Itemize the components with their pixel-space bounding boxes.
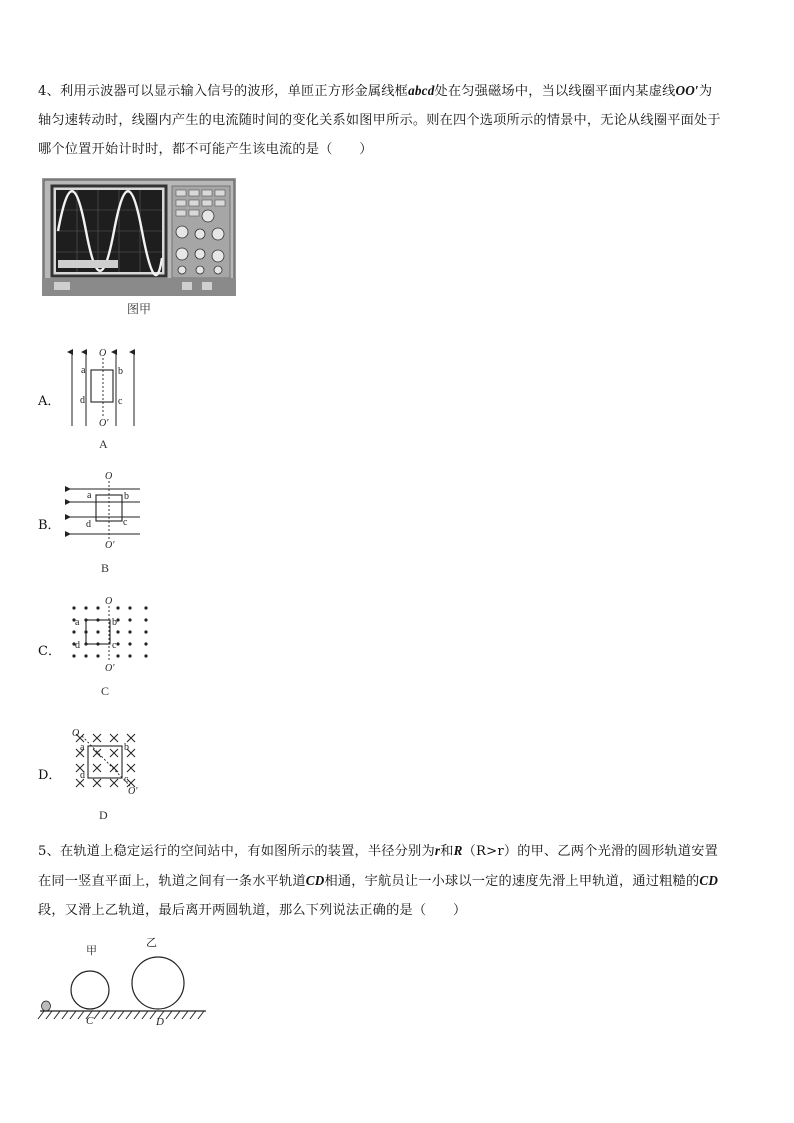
hatch-line <box>78 1011 84 1019</box>
hatch-line <box>54 1011 60 1019</box>
field-cross <box>110 779 118 787</box>
field-cross <box>93 734 101 742</box>
field-cross <box>127 734 135 742</box>
field-dot <box>128 606 131 609</box>
svg-text:c: c <box>123 517 128 528</box>
hatch-line <box>62 1011 68 1019</box>
option-d-caption: D <box>99 808 108 822</box>
q4-line-3: 哪个位置开始计时时，都不可能产生该电流的是（ ） <box>38 142 373 157</box>
svg-text:O: O <box>72 728 80 739</box>
option-a-caption: A <box>99 437 108 451</box>
ground-hatching <box>38 1011 204 1019</box>
field-dot <box>128 642 131 645</box>
svg-text:a: a <box>87 490 92 501</box>
svg-text:O: O <box>105 471 113 482</box>
field-cross <box>93 764 101 772</box>
field-dot <box>144 654 147 657</box>
svg-text:d: d <box>86 519 91 530</box>
field-cross <box>110 734 118 742</box>
hatch-line <box>142 1011 148 1019</box>
svg-text:c: c <box>112 640 117 651</box>
field-dot <box>116 654 119 657</box>
field-dot <box>96 630 99 633</box>
field-dot <box>144 642 147 645</box>
hatch-line <box>38 1011 44 1019</box>
field-dot <box>144 606 147 609</box>
svg-text:乙: 乙 <box>146 936 157 949</box>
field-dot <box>128 654 131 657</box>
circular-tracks-diagram <box>38 930 210 1030</box>
svg-text:甲: 甲 <box>86 944 97 957</box>
track-jia-circle <box>71 971 109 1009</box>
q5-line-2: 在同一竖直平面上，轨道之间有一条水平轨道CD相通，宇航员让一小球以一定的速度先滑上甲轨道，通过粗糙的CD <box>38 873 719 889</box>
option-b-label[interactable]: B． <box>38 518 61 533</box>
svg-text:c: c <box>124 774 129 785</box>
option-b-caption: B <box>101 561 110 575</box>
svg-text:a: a <box>75 617 80 628</box>
svg-text:O: O <box>105 596 113 607</box>
svg-text:O: O <box>99 348 107 359</box>
svg-text:O′: O′ <box>105 663 115 674</box>
figure-jia-caption: 图甲 <box>127 302 152 316</box>
svg-text:a: a <box>80 742 85 753</box>
field-dot <box>96 654 99 657</box>
hatch-line <box>110 1011 116 1019</box>
field-dot <box>128 618 131 621</box>
hatch-line <box>94 1011 100 1019</box>
field-cross <box>110 749 118 757</box>
field-cross <box>93 779 101 787</box>
option-d-label[interactable]: D． <box>38 768 62 783</box>
field-dot <box>72 606 75 609</box>
hatch-line <box>126 1011 132 1019</box>
option-a-label[interactable]: A． <box>38 394 61 409</box>
oscilloscope-photo <box>42 178 236 296</box>
svg-text:O′: O′ <box>99 418 109 429</box>
hatch-line <box>118 1011 124 1019</box>
hatch-line <box>46 1011 52 1019</box>
field-dot <box>144 618 147 621</box>
svg-text:d: d <box>80 395 85 406</box>
option-b-diagram <box>66 469 146 551</box>
option-c-diagram <box>68 594 158 676</box>
hatch-line <box>102 1011 108 1019</box>
field-dot <box>128 630 131 633</box>
coil-frame <box>91 370 113 402</box>
option-d-diagram <box>68 726 158 798</box>
field-dot <box>116 642 119 645</box>
field-dot <box>84 654 87 657</box>
q4-line-2: 轴匀速转动时，线圈内产生的电流随时间的变化关系如图甲所示。则在四个选项所示的情景中，无论从线圈平面处于 <box>38 113 721 128</box>
field-dot <box>84 606 87 609</box>
field-cross <box>93 749 101 757</box>
field-dot <box>72 630 75 633</box>
svg-text:O′: O′ <box>105 540 115 551</box>
svg-text:a: a <box>81 365 86 376</box>
q5-line-3: 段，又滑上乙轨道，最后离开两圆轨道，那么下列说法正确的是（ ） <box>38 903 467 918</box>
field-dot <box>96 606 99 609</box>
hatch-line <box>182 1011 188 1019</box>
question-4-text <box>38 76 758 164</box>
option-a-diagram <box>60 346 160 428</box>
track-yi-circle <box>132 957 184 1009</box>
field-dot <box>72 654 75 657</box>
hatch-line <box>190 1011 196 1019</box>
field-dot <box>116 630 119 633</box>
svg-text:b: b <box>124 491 129 502</box>
svg-text:b: b <box>112 617 117 628</box>
field-cross <box>110 764 118 772</box>
svg-text:b: b <box>118 366 123 377</box>
svg-text:D: D <box>156 1016 164 1028</box>
question-5-text <box>38 836 758 925</box>
svg-text:C: C <box>86 1015 94 1027</box>
svg-text:b: b <box>124 742 129 753</box>
ball <box>42 1001 51 1011</box>
field-cross <box>127 764 135 772</box>
hatch-line <box>198 1011 204 1019</box>
hatch-line <box>70 1011 76 1019</box>
svg-text:d: d <box>80 770 85 781</box>
q4-line-1: 4、利用示波器可以显示输入信号的波形，单匝正方形金属线框abcd处在匀强磁场中，当以线圈平面内某虚线OO′为 <box>38 83 713 99</box>
svg-text:c: c <box>118 396 123 407</box>
option-c-caption: C <box>101 684 110 698</box>
hatch-line <box>166 1011 172 1019</box>
svg-text:d: d <box>75 640 80 651</box>
q5-line-1: 5、在轨道上稳定运行的空间站中，有如图所示的装置，半径分别为r和R（R>r）的甲、乙两个光滑的圆形轨道安置 <box>38 843 719 859</box>
option-c-label[interactable]: C． <box>38 644 61 659</box>
hatch-line <box>174 1011 180 1019</box>
hatch-line <box>134 1011 140 1019</box>
field-dot <box>116 606 119 609</box>
field-dot <box>144 630 147 633</box>
svg-text:O′: O′ <box>128 786 138 797</box>
field-lines-leftward <box>70 489 140 534</box>
